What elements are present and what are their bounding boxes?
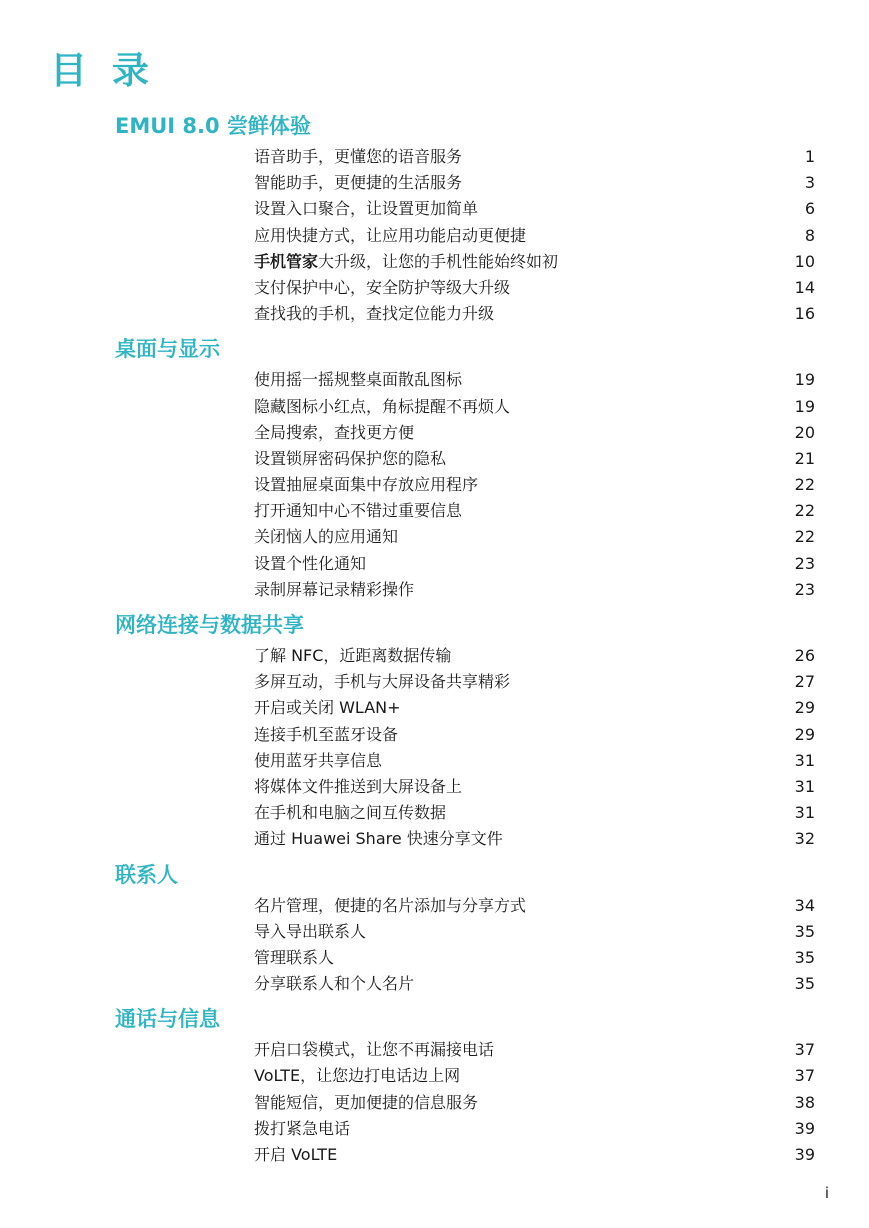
toc-entry-title-text: 查找我的手机，查找定位能力升级 <box>254 304 495 324</box>
toc-entry-title-text: 开启或关闭 WLAN+ <box>254 698 401 718</box>
toc-entry-page-number: 14 <box>794 277 815 297</box>
page-number: i <box>824 1184 829 1202</box>
section-heading[interactable]: 通话与信息 <box>115 1007 220 1032</box>
toc-entry[interactable] <box>254 643 815 669</box>
toc-entry-title-text: 在手机和电脑之间互传数据 <box>254 803 447 823</box>
toc-entry-title <box>254 144 462 170</box>
toc-entry-page-number: 32 <box>794 829 815 849</box>
toc-entry-page-number: 38 <box>794 1092 815 1112</box>
toc-entry-title-text: 录制屏幕记录精彩操作 <box>254 579 415 599</box>
toc-entry-page-number: 1 <box>804 147 815 166</box>
toc-entry-title-text: 通过 Huawei Share 快速分享文件 <box>254 829 503 849</box>
toc-entry-title-text: 应用快捷方式，让应用功能启动更便捷 <box>254 225 527 245</box>
toc-entry-title-text: 使用蓝牙共享信息 <box>254 750 383 770</box>
toc-entry-title-text: VoLTE，让您边打电话边上网 <box>254 1066 461 1086</box>
section-heading[interactable]: 网络连接与数据共享 <box>115 613 304 637</box>
toc-entry[interactable] <box>254 524 815 550</box>
toc-entry-page-number: 26 <box>794 646 815 665</box>
toc-entry-title <box>254 249 558 275</box>
toc-entry[interactable] <box>254 971 815 997</box>
toc-entry[interactable] <box>254 774 815 800</box>
toc-entry-title <box>254 643 451 669</box>
toc-entry[interactable] <box>254 695 815 721</box>
toc-entry[interactable] <box>254 722 815 748</box>
toc-entry[interactable] <box>254 394 815 420</box>
toc-entry-title <box>254 223 526 249</box>
toc-entry-page-number: 19 <box>794 396 815 416</box>
toc-entry-title <box>254 1063 460 1089</box>
toc-entry-page-number: 3 <box>804 173 815 193</box>
toc-entry-title-text: 设置抽屉桌面集中存放应用程序 <box>254 475 479 495</box>
toc-entry-title-text: 全局搜索，查找更方便 <box>254 422 415 442</box>
toc-entry[interactable] <box>254 577 815 603</box>
toc-entry-page-number: 23 <box>794 553 815 573</box>
toc-entry[interactable] <box>254 144 815 170</box>
toc-entry-title-text: 隐藏图标小红点，角标提醒不再烦人 <box>254 396 511 416</box>
toc-entry-page-number: 20 <box>794 422 815 442</box>
toc-entry[interactable] <box>254 893 815 919</box>
toc-entry-title-text: 设置入口聚合，让设置更加简单 <box>254 199 479 219</box>
toc-entry-page-number: 37 <box>794 1040 815 1060</box>
toc-entry-title-text: 语音助手，更懂您的语音服务 <box>254 147 463 166</box>
section-heading[interactable]: EMUI 8.0 尝鲜体验 <box>115 114 311 138</box>
toc-entry-page-number: 39 <box>794 1145 815 1164</box>
toc-entry-title <box>254 275 510 301</box>
toc-entry-page-number: 29 <box>794 698 815 718</box>
toc-entry-title-text: 设置个性化通知 <box>254 553 367 573</box>
toc-entry-page-number: 8 <box>804 225 815 245</box>
toc-entry-title <box>254 1142 337 1168</box>
toc-entry-title <box>254 748 382 774</box>
toc-entry-title <box>254 367 462 393</box>
toc-entry-page-number: 35 <box>794 921 815 941</box>
toc-entry-page-number: 6 <box>804 199 815 219</box>
toc-entry-title-text: 智能短信，更加便捷的信息服务 <box>254 1092 479 1112</box>
toc-section <box>0 857 869 998</box>
toc-entry-title <box>254 722 398 748</box>
toc-entry-title-text: 关闭恼人的应用通知 <box>254 527 399 547</box>
toc-entry-title <box>254 669 510 695</box>
toc-entry-title <box>254 945 334 971</box>
page-title: 目 录 <box>50 49 155 92</box>
toc-section <box>0 607 869 853</box>
toc-entry-title-text: 打开通知中心不错过重要信息 <box>254 501 463 521</box>
toc-entry[interactable] <box>254 446 815 472</box>
toc-entry-title <box>254 800 446 826</box>
toc-entry-title <box>254 524 398 550</box>
toc-entry-page-number: 19 <box>794 370 815 390</box>
toc-entry-title-text: 开启 VoLTE <box>254 1145 338 1164</box>
toc-entry[interactable] <box>254 1090 815 1116</box>
table-of-contents <box>0 108 869 1172</box>
toc-entry-title <box>254 774 462 800</box>
toc-entry-title-text: 导入导出联系人 <box>254 921 367 941</box>
toc-entry[interactable] <box>254 472 815 498</box>
toc-entry-title <box>254 394 510 420</box>
toc-entry-title <box>254 695 401 721</box>
toc-entry[interactable] <box>254 196 815 222</box>
toc-entry-page-number: 22 <box>794 527 815 547</box>
toc-entry-title-text: 拨打紧急电话 <box>254 1118 351 1138</box>
toc-entry[interactable] <box>254 498 815 524</box>
toc-entry-page-number: 10 <box>794 251 815 271</box>
toc-entry-title <box>254 971 414 997</box>
toc-entry-title <box>254 420 414 446</box>
toc-entry-title <box>254 472 478 498</box>
toc-entry-page-number: 35 <box>794 974 815 994</box>
toc-section <box>0 331 869 603</box>
toc-entry[interactable] <box>254 748 815 774</box>
toc-entry[interactable] <box>254 249 815 275</box>
toc-entry[interactable] <box>254 669 815 695</box>
toc-entry-title-text: 将媒体文件推送到大屏设备上 <box>254 776 463 796</box>
toc-entry[interactable] <box>254 1116 815 1142</box>
toc-entry[interactable] <box>254 170 815 196</box>
toc-entry-title <box>254 893 526 919</box>
toc-entry-title-text: 大升级，让您的手机性能始终如初 <box>318 251 559 271</box>
toc-entry[interactable] <box>254 1037 815 1063</box>
toc-entry-page-number: 37 <box>794 1066 815 1086</box>
toc-entry-title <box>254 196 478 222</box>
toc-entry-title-bold: 手机管家 <box>254 251 319 271</box>
section-heading[interactable]: 桌面与显示 <box>115 337 220 362</box>
toc-entry-page-number: 21 <box>794 448 815 468</box>
toc-entry-page-number: 35 <box>794 947 815 967</box>
toc-entry-page-number: 23 <box>794 579 815 599</box>
toc-entry-title-text: 了解 NFC，近距离数据传输 <box>254 646 452 665</box>
toc-entry[interactable] <box>254 945 815 971</box>
toc-entry-title-text: 使用摇一摇规整桌面散乱图标 <box>254 370 463 390</box>
toc-entry[interactable] <box>254 1063 815 1089</box>
toc-entry[interactable] <box>254 223 815 249</box>
toc-entry-title <box>254 1037 494 1063</box>
toc-entry-page-number: 16 <box>794 304 815 324</box>
toc-entry-page-number: 31 <box>794 750 815 770</box>
toc-section <box>0 1001 869 1168</box>
toc-entry[interactable] <box>254 301 815 327</box>
toc-entry-title-text: 名片管理，便捷的名片添加与分享方式 <box>254 895 527 915</box>
section-heading[interactable]: 联系人 <box>115 862 178 887</box>
toc-entry-title <box>254 446 446 472</box>
toc-entry-title <box>254 498 462 524</box>
toc-entry-page-number: 39 <box>794 1118 815 1138</box>
toc-entry-title-text: 多屏互动，手机与大屏设备共享精彩 <box>254 672 511 692</box>
toc-entry-title-text: 分享联系人和个人名片 <box>254 974 415 994</box>
toc-entry-title <box>254 919 366 945</box>
toc-entry-title-text: 开启口袋模式，让您不再漏接电话 <box>254 1040 495 1060</box>
toc-entry[interactable] <box>254 826 815 852</box>
toc-entry-title-text: 支付保护中心，安全防护等级大升级 <box>254 277 511 297</box>
toc-entry-title-text: 智能助手，更便捷的生活服务 <box>254 173 463 193</box>
toc-entry-title-text: 管理联系人 <box>254 947 335 967</box>
toc-entry[interactable] <box>254 1142 815 1168</box>
toc-entry-page-number: 31 <box>794 776 815 796</box>
toc-entry-title <box>254 301 494 327</box>
toc-entry-page-number: 34 <box>794 895 815 915</box>
toc-entry[interactable] <box>254 551 815 577</box>
toc-entry-title <box>254 1090 478 1116</box>
toc-entry-page-number: 22 <box>794 475 815 495</box>
toc-entry[interactable] <box>254 367 815 393</box>
toc-entry-title <box>254 551 366 577</box>
toc-section <box>0 108 869 327</box>
toc-entry[interactable] <box>254 420 815 446</box>
toc-entry[interactable] <box>254 800 815 826</box>
toc-entry-page-number: 29 <box>794 724 815 744</box>
toc-entry-page-number: 31 <box>794 803 815 823</box>
toc-entry-title-text: 设置锁屏密码保护您的隐私 <box>254 448 447 468</box>
toc-entry[interactable] <box>254 919 815 945</box>
toc-entry-title <box>254 1116 350 1142</box>
toc-entry-title <box>254 170 462 196</box>
toc-entry-title-text: 连接手机至蓝牙设备 <box>254 724 399 744</box>
toc-entry-title <box>254 826 503 852</box>
toc-entry-title <box>254 577 414 603</box>
toc-entry-page-number: 22 <box>794 501 815 521</box>
toc-entry[interactable] <box>254 275 815 301</box>
toc-entry-page-number: 27 <box>794 672 815 692</box>
